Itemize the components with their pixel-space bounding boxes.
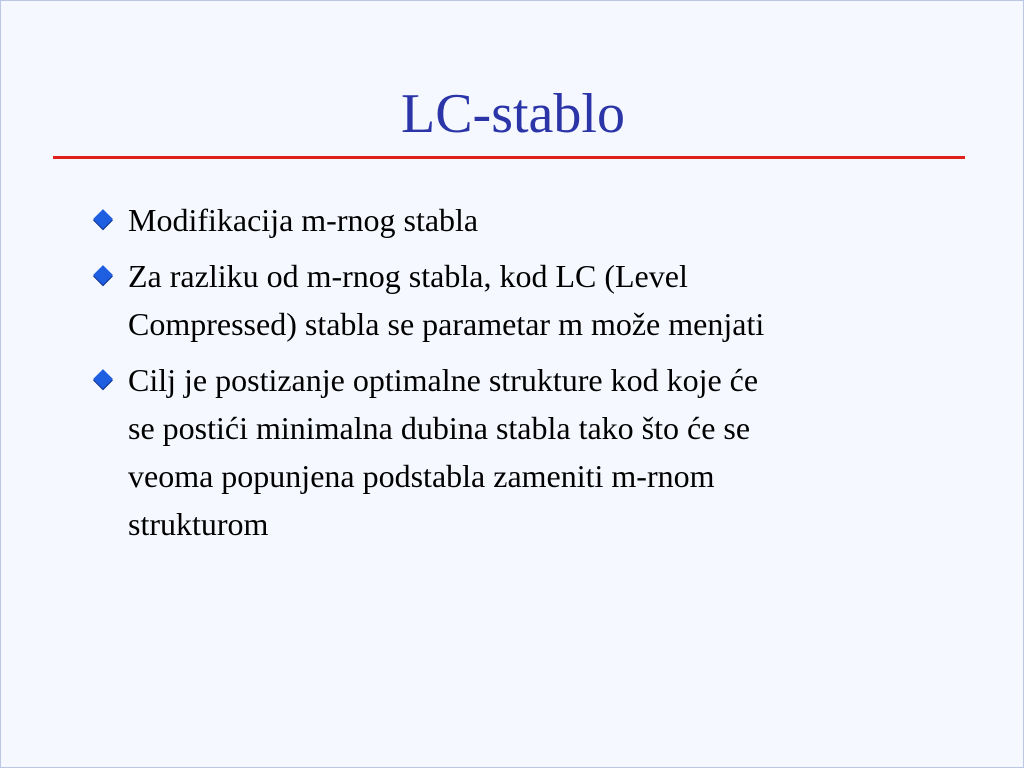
bullet-line: Cilj je postizanje optimalne strukture kod koje će xyxy=(128,362,759,398)
slide-title: LC-stablo xyxy=(401,83,625,145)
bullet-text xyxy=(128,252,971,348)
bullet-line: Modifikacija m-rnog stabla xyxy=(128,202,479,238)
title-underline xyxy=(53,156,965,159)
bullet-list xyxy=(91,196,971,556)
bullet-item xyxy=(91,196,971,244)
bullet-item xyxy=(91,252,971,348)
diamond-bullet-icon xyxy=(93,265,113,285)
diamond-bullet-icon xyxy=(93,369,113,389)
bullet-line: veoma popunjena podstabla zameniti m-rnom xyxy=(128,458,715,494)
bullet-line: strukturom xyxy=(128,506,269,542)
diamond-bullet-icon xyxy=(93,209,113,229)
bullet-line: Za razliku od m-rnog stabla, kod LC (Level xyxy=(128,258,688,294)
bullet-text xyxy=(128,356,971,548)
bullet-line: se postići minimalna dubina stabla tako što će se xyxy=(128,410,751,446)
bullet-item xyxy=(91,356,971,548)
bullet-line: Compressed) stabla se parametar m može menjati xyxy=(128,306,765,342)
bullet-text xyxy=(128,196,971,244)
